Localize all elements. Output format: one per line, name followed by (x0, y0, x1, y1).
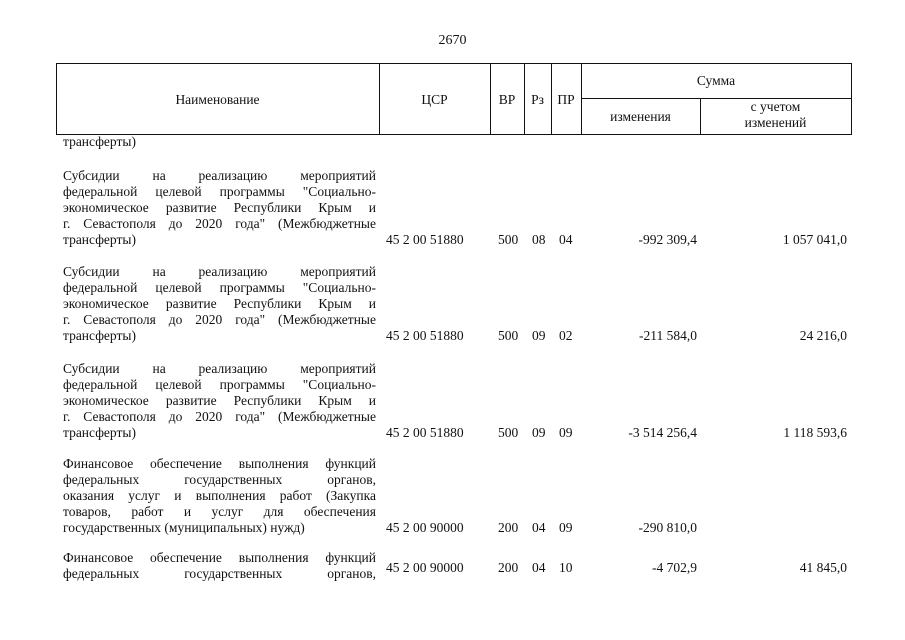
row-name (63, 168, 376, 248)
row-name-line: трансферты) (63, 425, 136, 440)
page-number: 2670 (438, 33, 467, 48)
row-name (63, 550, 376, 582)
header-name: Наименование (175, 92, 260, 107)
row-vr: 200 (498, 560, 519, 575)
header-with-changes-line2: изменений (744, 115, 807, 130)
row-name (63, 264, 376, 344)
row-name-line: г. Севастополя до 2020 года" (Межбюджетные (63, 409, 376, 424)
row-pr: 10 (559, 560, 573, 575)
header-sum: Сумма (696, 73, 736, 88)
row-total: 41 845,0 (799, 560, 847, 575)
header-with-changes-line1: с учетом (750, 99, 801, 114)
row-vr: 500 (498, 328, 519, 343)
row-change: -211 584,0 (639, 328, 697, 343)
row-name-line: г. Севастополя до 2020 года" (Межбюджетные (63, 216, 376, 231)
row-name-line: трансферты) (63, 328, 136, 343)
row-vr: 200 (498, 520, 519, 535)
row-rz: 04 (532, 560, 546, 575)
row-change: -4 702,9 (652, 560, 697, 575)
row-csr: 45 2 00 51880 (386, 328, 464, 343)
row-rz: 09 (532, 328, 546, 343)
row-name-line: Субсидии на реализацию мероприятий (63, 168, 376, 183)
row-change: -290 810,0 (638, 520, 697, 535)
row-name-line: г. Севастополя до 2020 года" (Межбюджетные (63, 312, 376, 327)
row-name (63, 456, 376, 536)
row-csr: 45 2 00 90000 (386, 560, 464, 575)
row-rz: 09 (532, 425, 546, 440)
row-name-line: Финансовое обеспечение выполнения функций (63, 550, 376, 565)
header-with-changes (700, 99, 851, 131)
header-pr: ПР (557, 92, 575, 107)
row-name-line: федеральной целевой программы "Социально- (63, 280, 376, 295)
row-name-line: федеральных государственных органов, (63, 566, 376, 581)
row-change: -3 514 256,4 (628, 425, 697, 440)
row-name-line: федеральных государственных органов, (63, 472, 376, 487)
carryover-text: трансферты) (63, 134, 136, 149)
row-rz: 04 (532, 520, 546, 535)
row-total: 24 216,0 (799, 328, 847, 343)
row-name-line: Субсидии на реализацию мероприятий (63, 264, 376, 279)
row-name-line: государственных (муниципальных) нужд) (63, 520, 305, 535)
row-name-line: оказания услуг и выполнения работ (Закупка (63, 488, 376, 503)
row-name-line: товаров, работ и услуг для обеспечения (63, 504, 376, 519)
table-header (56, 63, 852, 135)
row-name-line: трансферты) (63, 232, 136, 247)
row-pr: 02 (559, 328, 573, 343)
row-change: -992 309,4 (638, 232, 697, 247)
header-change: изменения (610, 109, 671, 124)
row-total: 1 057 041,0 (782, 232, 847, 247)
row-name-line: экономическое развитие Республики Крым и (63, 296, 376, 311)
header-border (851, 64, 852, 134)
row-pr: 09 (559, 425, 573, 440)
row-pr: 04 (559, 232, 573, 247)
header-csr: ЦСР (421, 92, 448, 107)
row-csr: 45 2 00 51880 (386, 425, 464, 440)
row-name-line: Субсидии на реализацию мероприятий (63, 361, 376, 376)
row-name-line: экономическое развитие Республики Крым и (63, 200, 376, 215)
header-rz: Рз (531, 92, 544, 107)
row-vr: 500 (498, 425, 519, 440)
row-csr: 45 2 00 90000 (386, 520, 464, 535)
row-name-line: экономическое развитие Республики Крым и (63, 393, 376, 408)
row-name-line: Финансовое обеспечение выполнения функций (63, 456, 376, 471)
row-csr: 45 2 00 51880 (386, 232, 464, 247)
row-name (63, 361, 376, 441)
row-rz: 08 (532, 232, 546, 247)
header-vr: ВР (498, 92, 516, 107)
row-vr: 500 (498, 232, 519, 247)
row-name-line: федеральной целевой программы "Социально- (63, 377, 376, 392)
row-name-line: федеральной целевой программы "Социально- (63, 184, 376, 199)
row-pr: 09 (559, 520, 573, 535)
row-total: 1 118 593,6 (783, 425, 847, 440)
